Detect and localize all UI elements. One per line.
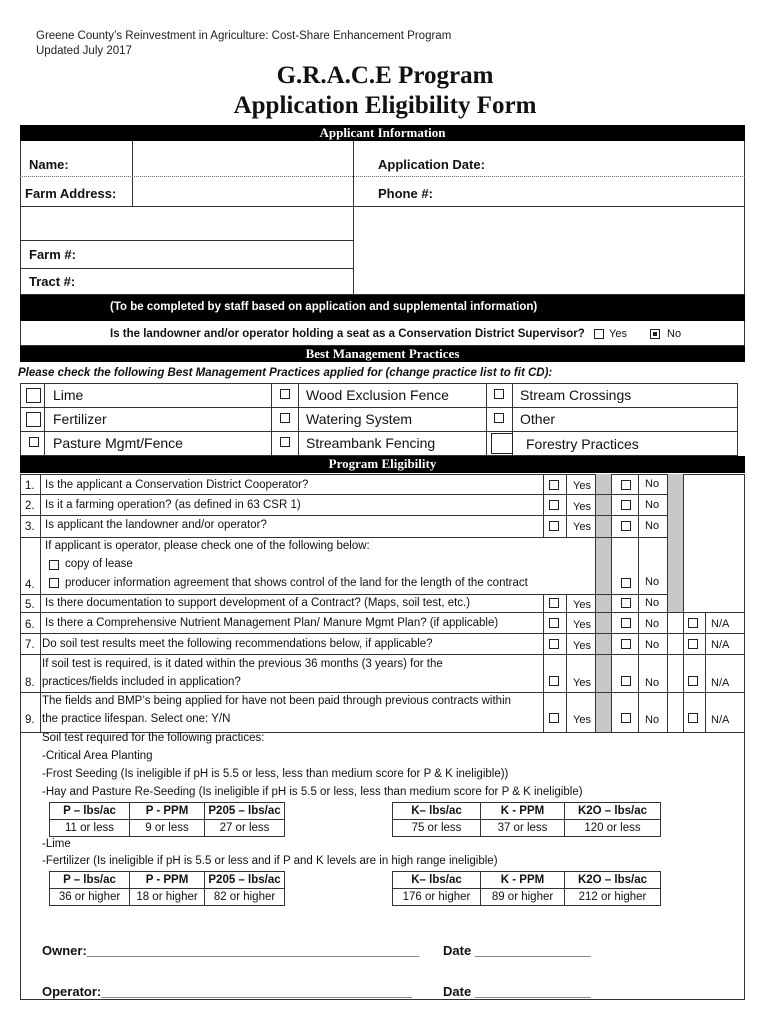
form-title-line1: G.R.A.C.E Program — [276, 62, 494, 89]
phone-field[interactable] — [440, 178, 743, 205]
bmp-forestry-checkbox[interactable] — [491, 433, 513, 454]
table-cell: 9 or less — [130, 820, 205, 837]
soil-hay-pasture: -Hay and Pasture Re-Seeding (Is ineligible if pH is 5.5 or less, less than medium score for P & K ineligible) — [42, 786, 583, 798]
yes-label: Yes — [573, 501, 591, 513]
bmp-fertilizer-checkbox[interactable] — [26, 412, 41, 427]
table-header: K2O – lbs/ac — [565, 872, 661, 889]
q7-no-checkbox[interactable] — [621, 639, 631, 649]
table-cell: 36 or higher — [50, 889, 130, 906]
question-landowner-operator: Is applicant the landowner and/or operator? — [45, 519, 267, 531]
farm-address-label: Farm Address: — [25, 186, 117, 201]
no-label: No — [645, 639, 660, 651]
program-name: Greene County’s Reinvestment in Agriculture: Cost-Share Enhancement Program — [36, 30, 452, 42]
table-cell: 27 or less — [205, 820, 285, 837]
q7-yes-checkbox[interactable] — [549, 639, 559, 649]
q8-na-checkbox[interactable] — [688, 676, 698, 686]
q1-no-checkbox[interactable] — [621, 480, 631, 490]
application-date-field[interactable] — [500, 143, 743, 175]
row-number: 4. — [25, 579, 35, 591]
owner-date-line[interactable]: Date ________________ — [443, 943, 591, 958]
q2-no-checkbox[interactable] — [621, 500, 631, 510]
table-header: P - PPM — [130, 803, 205, 820]
table-cell: 18 or higher — [130, 889, 205, 906]
supervisor-yes-checkbox[interactable] — [594, 329, 604, 339]
farm-address-line2-field[interactable] — [22, 207, 352, 239]
q6-na-checkbox[interactable] — [688, 618, 698, 628]
q9-na-checkbox[interactable] — [688, 713, 698, 723]
q8-no-checkbox[interactable] — [621, 676, 631, 686]
soil-frost-seeding: -Frost Seeding (Is ineligible if pH is 5.5 or less, less than medium score for P & K ineligible)) — [42, 768, 509, 780]
supervisor-no-checkbox[interactable] — [650, 329, 660, 339]
soil-intro: Soil test required for the following practices: — [42, 732, 265, 744]
table-header: K - PPM — [481, 872, 565, 889]
bmp-header: Best Management Practices — [20, 346, 745, 362]
q3-yes-checkbox[interactable] — [549, 521, 559, 531]
table-cell: 89 or higher — [481, 889, 565, 906]
no-label: No — [645, 478, 660, 490]
bmp-other-checkbox[interactable] — [494, 413, 504, 423]
table-header: P - PPM — [130, 872, 205, 889]
question-soil-test-date-line1: If soil test is required, is it dated within the previous 36 months (3 years) for the — [42, 658, 443, 670]
table-header: K– lbs/ac — [393, 803, 481, 820]
bmp-forestry-label: Forestry Practices — [526, 436, 639, 452]
supervisor-question: Is the landowner and/or operator holding a seat as a Conservation District Supervisor? — [110, 328, 585, 340]
application-date-label: Application Date: — [378, 157, 485, 172]
no-label: No — [645, 576, 660, 588]
soil-fertilizer: -Fertilizer (Is ineligible if pH is 5.5 or less and if P and K levels are in high range ineligible) — [42, 855, 498, 867]
no-label: No — [645, 714, 660, 726]
bmp-stream-crossings-label: Stream Crossings — [520, 387, 632, 403]
bmp-instruction: Please check the following Best Management Practices applied for (change practice list to fit CD): — [18, 367, 553, 379]
row-number: 2. — [25, 500, 35, 512]
table-header: K - PPM — [481, 803, 565, 820]
form-title-line2: Application Eligibility Form — [233, 92, 537, 119]
row-number: 3. — [25, 521, 35, 533]
question-previous-contracts-line1: The fields and BMP’s being applied for have not been paid through previous contracts within — [42, 695, 512, 707]
bmp-streambank-label: Streambank Fencing — [306, 435, 436, 451]
q9-yes-checkbox[interactable] — [549, 713, 559, 723]
table-cell: 176 or higher — [393, 889, 481, 906]
eligibility-header: Program Eligibility — [20, 456, 745, 473]
na-label: N/A — [711, 618, 730, 630]
q5-yes-checkbox[interactable] — [549, 598, 559, 608]
q5-no-checkbox[interactable] — [621, 598, 631, 608]
row-number: 9. — [25, 714, 35, 726]
q7-na-checkbox[interactable] — [688, 639, 698, 649]
table-cell: 82 or higher — [205, 889, 285, 906]
question-documentation: Is there documentation to support development of a Contract? (Maps, soil test, etc.) — [45, 597, 471, 609]
bmp-streambank-checkbox[interactable] — [280, 437, 290, 447]
supervisor-no-label: No — [667, 328, 682, 340]
bmp-wood-exclusion-checkbox[interactable] — [280, 389, 290, 399]
q6-no-checkbox[interactable] — [621, 618, 631, 628]
row-number: 1. — [25, 480, 35, 492]
no-label: No — [645, 597, 660, 609]
q8-yes-checkbox[interactable] — [549, 676, 559, 686]
table-header: K2O – lbs/ac — [565, 803, 661, 820]
no-label: No — [645, 499, 660, 511]
table-header: P – lbs/ac — [50, 872, 130, 889]
table-header: K– lbs/ac — [393, 872, 481, 889]
yes-label: Yes — [573, 480, 591, 492]
question-farming-operation: Is it a farming operation? (as defined in 63 CSR 1) — [45, 499, 301, 511]
staff-note: (To be completed by staff based on application and supplemental information) — [110, 301, 538, 313]
soil-table-1 — [49, 802, 661, 837]
bmp-pasture-label: Pasture Mgmt/Fence — [53, 435, 183, 451]
table-cell: 11 or less — [50, 820, 130, 837]
row-number: 6. — [25, 619, 35, 631]
operator-signature-line[interactable]: Operator:___________________________________________ — [42, 984, 413, 999]
no-label: No — [645, 520, 660, 532]
row-number: 5. — [25, 599, 35, 611]
bmp-fertilizer-label: Fertilizer — [53, 411, 107, 427]
row-number: 7. — [25, 639, 35, 651]
q2-yes-checkbox[interactable] — [549, 500, 559, 510]
tract-number-label: Tract #: — [29, 274, 76, 289]
question-nutrient-plan: Is there a Comprehensive Nutrient Management Plan/ Manure Mgmt Plan? (if applicable) — [45, 617, 499, 629]
soil-critical-area: -Critical Area Planting — [42, 750, 153, 762]
yes-label: Yes — [573, 599, 591, 611]
table-cell: 120 or less — [565, 820, 661, 837]
q6-yes-checkbox[interactable] — [549, 618, 559, 628]
q9-no-checkbox[interactable] — [621, 713, 631, 723]
farm-address-field[interactable] — [134, 178, 352, 205]
q3-no-checkbox[interactable] — [621, 521, 631, 531]
bmp-stream-crossings-checkbox[interactable] — [494, 389, 504, 399]
applicant-info-header: Applicant Information — [20, 125, 745, 141]
na-label: N/A — [711, 677, 730, 689]
bmp-watering-system-checkbox[interactable] — [280, 413, 290, 423]
no-label: No — [645, 618, 660, 630]
owner-signature-line[interactable]: Owner:______________________________________________ — [42, 943, 420, 958]
question-soil-test-results: Do soil test results meet the following recommendations below, if applicable? — [42, 638, 433, 650]
yes-label: Yes — [573, 677, 591, 689]
name-field[interactable] — [134, 143, 352, 175]
q4-no-checkbox[interactable] — [621, 578, 631, 588]
bmp-pasture-checkbox[interactable] — [29, 437, 39, 447]
soil-table-2 — [49, 871, 661, 906]
bmp-lime-label: Lime — [53, 387, 84, 403]
table-header: P205 – lbs/ac — [205, 872, 285, 889]
bmp-wood-exclusion-label: Wood Exclusion Fence — [306, 387, 449, 403]
question-previous-contracts-line2: the practice lifespan. Select one: Y/N — [42, 713, 231, 725]
bmp-watering-system-label: Watering System — [306, 411, 413, 427]
row-number: 8. — [25, 677, 35, 689]
yes-label: Yes — [573, 619, 591, 631]
operator-date-line[interactable]: Date ________________ — [443, 984, 591, 999]
producer-agreement-label: producer information agreement that shows control of the land for the length of the contract — [65, 577, 528, 589]
no-label: No — [645, 677, 660, 689]
name-label: Name: — [29, 157, 69, 172]
updated-date: Updated July 2017 — [36, 45, 132, 57]
table-header: P205 – lbs/ac — [205, 803, 285, 820]
supervisor-yes-label: Yes — [609, 328, 627, 340]
copy-of-lease-label: copy of lease — [65, 558, 133, 570]
soil-lime: -Lime — [42, 838, 71, 850]
producer-agreement-checkbox[interactable] — [49, 578, 59, 588]
na-label: N/A — [711, 714, 730, 726]
phone-label: Phone #: — [378, 186, 433, 201]
bmp-lime-checkbox[interactable] — [26, 388, 41, 403]
yes-label: Yes — [573, 640, 591, 652]
yes-label: Yes — [573, 714, 591, 726]
table-cell: 75 or less — [393, 820, 481, 837]
table-header: P – lbs/ac — [50, 803, 130, 820]
q1-yes-checkbox[interactable] — [549, 480, 559, 490]
question-cooperator: Is the applicant a Conservation District Cooperator? — [45, 479, 309, 491]
copy-of-lease-checkbox[interactable] — [49, 560, 59, 570]
question-soil-test-date-line2: practices/fields included in application? — [42, 676, 241, 688]
table-cell: 212 or higher — [565, 889, 661, 906]
table-cell: 37 or less — [481, 820, 565, 837]
yes-label: Yes — [573, 521, 591, 533]
na-label: N/A — [711, 639, 730, 651]
bmp-other-label: Other — [520, 411, 556, 427]
staff-note-bar — [20, 295, 745, 321]
farm-number-label: Farm #: — [29, 247, 76, 262]
question-operator-check: If applicant is operator, please check one of the following below: — [45, 540, 370, 552]
